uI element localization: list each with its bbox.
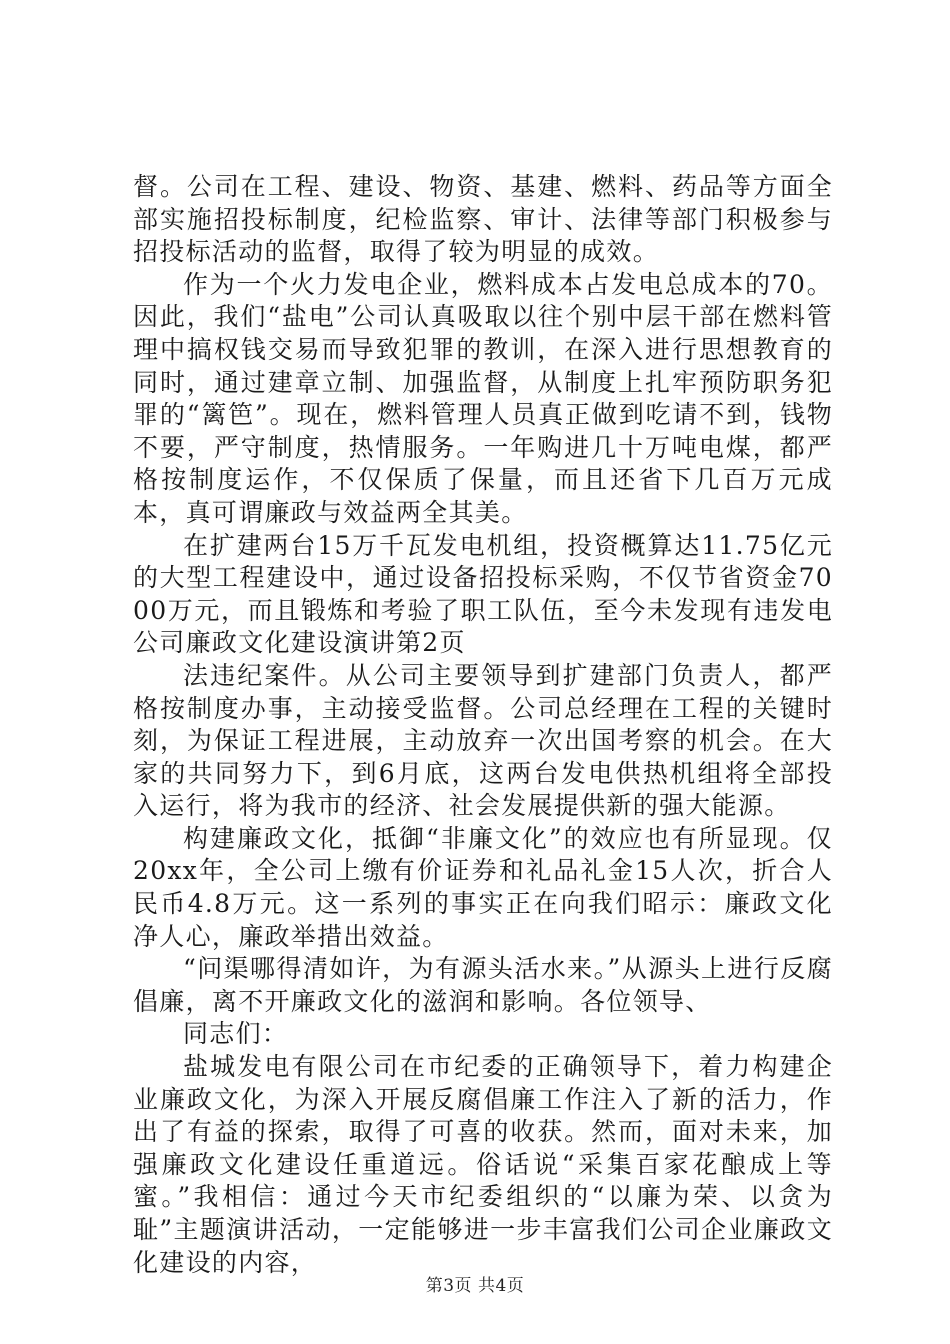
document-body: [133, 171, 833, 1279]
paragraph-4: 法违纪案件。从公司主要领导到扩建部门负责人，都严格按制度办事，主动接受监督。公司总经理在工程的关键时刻，为保证工程进展，主动放弃一次出国考察的机会。在大家的共同努力下，到6月底，这两台发电供热机组将全部投入运行，将为我市的经济、社会发展提供新的强大能源。: [133, 660, 833, 821]
paragraph-7: 同志们：: [183, 1019, 289, 1049]
paragraph-8: 盐城发电有限公司在市纪委的正确领导下，着力构建企业廉政文化，为深入开展反腐倡廉工作注入了新的活力，作出了有益的探索，取得了可喜的收获。然而，面对未来，加强廉政文化建设任重道远。俗话说“采集百家花酿成上等蜜。”我相信：通过今天市纪委组织的“以廉为荣、以贪为耻”主题演讲活动，一定能够进一步丰富我们公司企业廉政文化建设的内容，: [133, 1052, 833, 1277]
paragraph-5: 构建廉政文化，抵御“非廉文化”的效应也有所显现。仅20xx年，全公司上缴有价证券和礼品礼金15人次，折合人民币4.8万元。这一系列的事实正在向我们昭示：廉政文化净人心，廉政举措出效益。: [133, 823, 833, 951]
page-footer: 第3页 共4页: [425, 1276, 525, 1296]
paragraph-6: “问渠哪得清如许，为有源头活水来。”从源头上进行反腐倡廉，离不开廉政文化的滋润和影响。各位领导、: [133, 954, 833, 1016]
paragraph-3: 在扩建两台15万千瓦发电机组，投资概算达11.75亿元的大型工程建设中，通过设备招投标采购，不仅节省资金7000万元，而且锻炼和考验了职工队伍，至今未发现有违发电公司廉政文化建设演讲第2页: [133, 530, 833, 658]
paragraph-1: 督。公司在工程、建设、物资、基建、燃料、药品等方面全部实施招投标制度，纪检监察、审计、法律等部门积极参与招投标活动的监督，取得了较为明显的成效。: [133, 172, 833, 267]
paragraph-2: 作为一个火力发电企业，燃料成本占发电总成本的70。因此，我们“盐电”公司认真吸取以往个别中层干部在燃料管理中搞权钱交易而导致犯罪的教训，在深入进行思想教育的同时，通过建章立制、加强监督，从制度上扎牢预防职务犯罪的“篱笆”。现在，燃料管理人员真正做到吃请不到，钱物不要，严守制度，热情服务。一年购进几十万吨电煤，都严格按制度运作，不仅保质了保量，而且还省下几百万元成本，真可谓廉政与效益两全其美。: [133, 269, 833, 527]
